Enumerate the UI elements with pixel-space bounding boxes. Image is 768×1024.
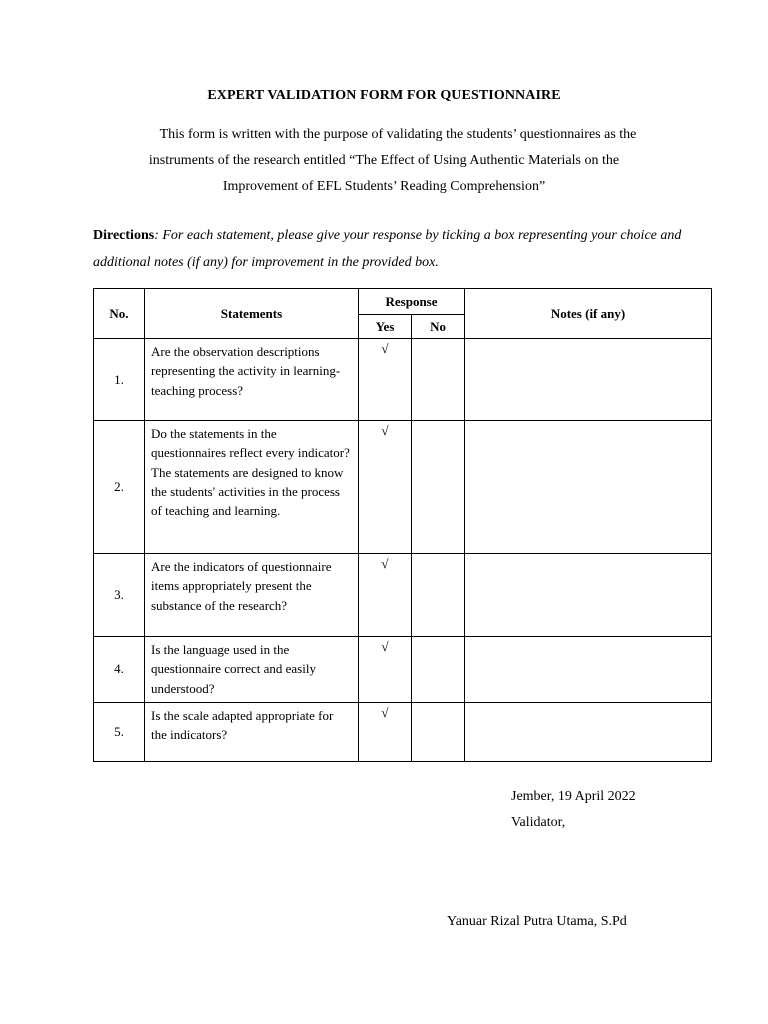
- notes-cell[interactable]: [465, 637, 712, 703]
- table-row: [94, 637, 712, 703]
- directions-label: Directions: [93, 228, 155, 243]
- directions-text: : For each statement, please give your response by ticking a box representing your choice and additional notes (if any) for improvement in the provided box.: [93, 228, 682, 270]
- intro-line-3: Improvement of EFL Students’ Reading Comprehension”: [222, 179, 546, 194]
- table-row: [94, 702, 712, 761]
- notes-cell[interactable]: [465, 554, 712, 637]
- header-yes: Yes: [359, 315, 412, 339]
- notes-cell[interactable]: [465, 421, 712, 554]
- header-response: Response: [359, 289, 465, 315]
- no-checkbox[interactable]: [412, 554, 465, 637]
- validation-table: [93, 288, 712, 762]
- yes-checkbox[interactable]: √: [359, 554, 412, 637]
- row-statement: Are the observation descriptions representing the activity in learning-teaching process?: [145, 339, 359, 421]
- row-statement: Is the language used in the questionnaire correct and easily understood?: [145, 637, 359, 703]
- row-number: 5.: [94, 702, 145, 761]
- row-statement: Are the indicators of questionnaire items appropriately present the substance of the research?: [145, 554, 359, 637]
- directions-paragraph: [93, 222, 713, 276]
- validator-role: Validator,: [511, 815, 566, 830]
- yes-checkbox[interactable]: √: [359, 637, 412, 703]
- header-no: No.: [94, 289, 145, 339]
- header-no-response: No: [412, 315, 465, 339]
- row-number: 3.: [94, 554, 145, 637]
- yes-checkbox[interactable]: √: [359, 339, 412, 421]
- table-row: [94, 554, 712, 637]
- no-checkbox[interactable]: [412, 702, 465, 761]
- no-checkbox[interactable]: [412, 421, 465, 554]
- intro-line-2: instruments of the research entitled “The Effect of Using Authentic Materials on the: [148, 153, 620, 168]
- row-number: 4.: [94, 637, 145, 703]
- validator-name: Yanuar Rizal Putra Utama, S.Pd: [447, 914, 627, 929]
- notes-cell[interactable]: [465, 702, 712, 761]
- no-checkbox[interactable]: [412, 339, 465, 421]
- row-number: 2.: [94, 421, 145, 554]
- row-statement: Do the statements in the questionnaires reflect every indicator? The statements are designed to know the students' activities in the process of teaching and learning.: [145, 421, 359, 554]
- row-statement: Is the scale adapted appropriate for the indicators?: [145, 702, 359, 761]
- table-row: [94, 421, 712, 554]
- row-number: 1.: [94, 339, 145, 421]
- intro-line-1: This form is written with the purpose of validating the students’ questionnaires as the: [159, 127, 637, 142]
- header-notes: Notes (if any): [465, 289, 712, 339]
- table-row: [94, 339, 712, 421]
- form-title: EXPERT VALIDATION FORM FOR QUESTIONNAIRE: [207, 88, 561, 103]
- place-date: Jember, 19 April 2022: [511, 789, 636, 804]
- yes-checkbox[interactable]: √: [359, 702, 412, 761]
- no-checkbox[interactable]: [412, 637, 465, 703]
- yes-checkbox[interactable]: √: [359, 421, 412, 554]
- notes-cell[interactable]: [465, 339, 712, 421]
- intro-paragraph: [110, 122, 658, 200]
- header-statements: Statements: [145, 289, 359, 339]
